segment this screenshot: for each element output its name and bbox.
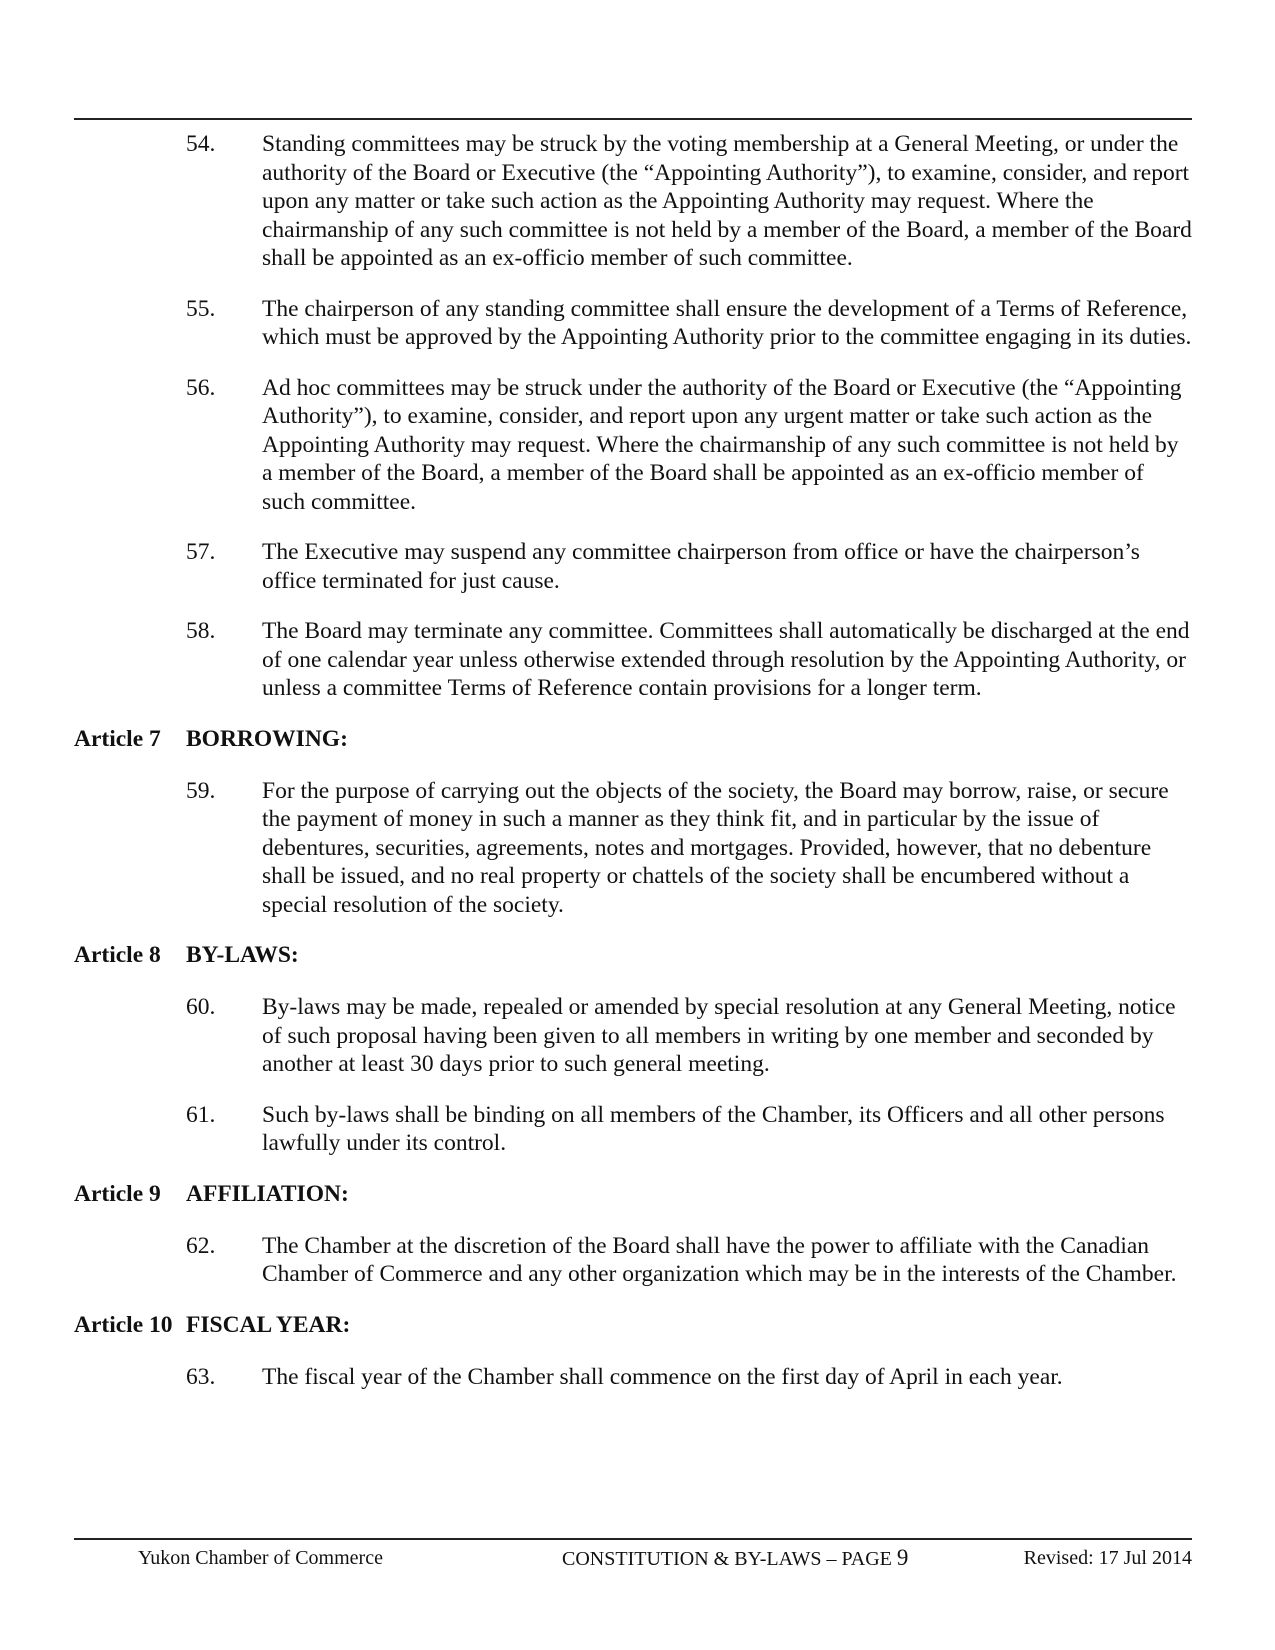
article-title: FISCAL YEAR: <box>186 1311 351 1338</box>
clause-54 <box>74 130 1192 273</box>
clause-text: Ad hoc committees may be struck under the authority of the Board or Executive (the “Appointing Authority”), to examine, consider, and report upon any urgent matter or take such action as the Appointing Authority may request. Where the chairmanship of any such committee is not held by a member of the Board, a member of the Board shall be appointed as an ex-officio member of such committee. <box>262 374 1182 515</box>
clause-56 <box>74 374 1192 517</box>
article-title: BY-LAWS: <box>186 942 299 968</box>
clause-number: 61. <box>186 1101 216 1128</box>
clause-number: 59. <box>186 777 216 804</box>
clause-text: The fiscal year of the Chamber shall commence on the first day of April in each year. <box>262 1363 1063 1390</box>
clause-group-committees <box>74 130 1192 703</box>
clause-57 <box>74 538 1192 595</box>
clause-61 <box>74 1101 1192 1158</box>
footer-page-number: 9 <box>896 1545 909 1570</box>
article-8-heading <box>74 941 1192 969</box>
clause-text: The Chamber at the discretion of the Board shall have the power to affiliate with the Canadian Chamber of Commerce and any other organization which may be in the interests of the Chamber. <box>262 1232 1177 1287</box>
clause-55 <box>74 295 1192 352</box>
clause-number: 54. <box>186 131 216 157</box>
clause-number: 60. <box>186 994 216 1020</box>
clause-number: 58. <box>186 618 216 644</box>
article-label: Article 8 <box>74 942 161 968</box>
clause-63 <box>74 1363 1192 1392</box>
clause-text: Standing committees may be struck by the voting membership at a General Meeting, or under the authority of the Board or Executive (the “Appointing Authority”), to examine, consider, and report upon any matter or take such action as the Appointing Authority may request. Where the chairmanship of any such committee is not held by a member of the Board, a member of the Board shall be appointed as an ex-officio member of such committee. <box>262 131 1192 271</box>
clause-59 <box>74 777 1192 920</box>
article-label: Article 9 <box>74 1180 161 1207</box>
article-title: AFFILIATION: <box>186 1180 349 1207</box>
clause-text: The Board may terminate any committee. Committees shall automatically be discharged at the end of one calendar year unless otherwise extended through resolution by the Appointing Authority, or unless a committee Terms of Reference contain provisions for a longer term. <box>262 618 1190 701</box>
article-label: Article 10 <box>74 1311 173 1338</box>
footer-rule <box>74 1538 1192 1540</box>
footer-revised-date: Revised: 17 Jul 2014 <box>1023 1547 1192 1569</box>
clause-number: 63. <box>186 1363 216 1390</box>
clause-62 <box>74 1232 1192 1289</box>
article-title: BORROWING: <box>186 725 348 752</box>
page-footer <box>74 1544 1192 1574</box>
clause-number: 62. <box>186 1232 216 1259</box>
clause-60 <box>74 993 1192 1079</box>
document-body <box>74 130 1192 1413</box>
article-7-heading <box>74 725 1192 753</box>
clause-text: The chairperson of any standing committee shall ensure the development of a Terms of Reference, which must be approved by the Appointing Authority prior to the committee engaging in its duties. <box>262 295 1192 350</box>
clause-text: Such by-laws shall be binding on all members of the Chamber, its Officers and all other persons lawfully under its control. <box>262 1101 1165 1156</box>
clause-number: 55. <box>186 295 216 322</box>
footer-page-label <box>562 1544 908 1574</box>
clause-text: The Executive may suspend any committee chairperson from office or have the chairperson’s office terminated for just cause. <box>262 539 1140 594</box>
clause-number: 57. <box>186 539 216 565</box>
footer-organization: Yukon Chamber of Commerce <box>138 1547 383 1569</box>
article-10-heading <box>74 1311 1192 1339</box>
header-rule <box>74 118 1192 120</box>
article-label: Article 7 <box>74 725 161 752</box>
clause-text: For the purpose of carrying out the objects of the society, the Board may borrow, raise, or secure the payment of money in such a manner as they think fit, and in particular by the issue of debentures, securities, agreements, notes and mortgages. Provided, however, that no debenture shall be issued, and no real property or chattels of the society shall be encumbered without a special resolution of the society. <box>262 777 1169 918</box>
clause-58 <box>74 617 1192 703</box>
article-9-heading <box>74 1180 1192 1208</box>
clause-text: By-laws may be made, repealed or amended by special resolution at any General Meeting, notice of such proposal having been given to all members in writing by one member and seconded by another at least 30 days prior to such general meeting. <box>262 994 1176 1077</box>
footer-title: CONSTITUTION & BY-LAWS – PAGE <box>562 1548 892 1570</box>
clause-number: 56. <box>186 374 216 401</box>
